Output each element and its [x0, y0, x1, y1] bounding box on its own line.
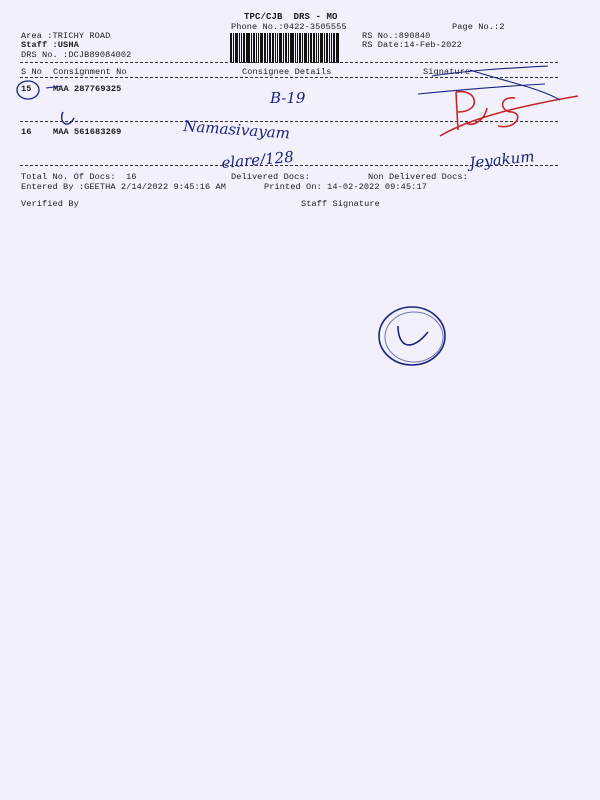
document-title: TPC/CJB DRS - MO — [244, 12, 338, 22]
row-16-consignment: MAA 561683269 — [53, 127, 122, 137]
circled-tick-mark — [379, 307, 445, 365]
area-field: Area :TRICHY ROAD — [21, 31, 111, 41]
total-docs: Total No. Of Docs: 16 — [21, 172, 137, 182]
row-15-consignment: MAA 287769325 — [53, 84, 122, 94]
handwritten-jeyakum: Jeyakum — [468, 147, 536, 172]
drs-number: DRS No. :DCJB89084002 — [21, 50, 132, 60]
phone-number: Phone No.:0422-3505555 — [231, 22, 347, 32]
handwritten-b19: B-19 — [270, 89, 306, 107]
staff-field: Staff :USHA — [21, 40, 79, 50]
rs-date: RS Date:14-Feb-2022 — [362, 40, 462, 50]
column-header-consignment: Consignment No — [53, 67, 127, 77]
column-header-signature: Signature — [423, 67, 471, 77]
rs-number: RS No.:890840 — [362, 31, 431, 41]
handwritten-address: elare/128 — [220, 147, 295, 172]
page-number: Page No.:2 — [452, 22, 505, 32]
signature-blue-scribble — [418, 66, 560, 100]
circled-tick-inner — [398, 326, 428, 345]
staff-signature-label: Staff Signature — [301, 199, 380, 209]
column-header-sno: S No — [21, 67, 43, 77]
non-delivered-docs: Non Delivered Docs: — [368, 172, 468, 182]
column-header-consignee: Consignee Details — [242, 67, 332, 77]
handwritten-name: Namasivayam — [182, 117, 291, 143]
printed-on: Printed On: 14-02-2022 09:45:17 — [264, 182, 427, 192]
entered-by: Entered By :GEETHA 2/14/2022 9:45:16 AM — [21, 182, 227, 192]
row-15-strike-mark — [46, 86, 62, 88]
row-15-circle-mark — [17, 81, 39, 99]
row-15-sno: 15 — [21, 84, 32, 94]
row-16-sno: 16 — [21, 127, 32, 137]
row-tick-mark — [62, 112, 74, 124]
verified-by: Verified By — [21, 199, 79, 209]
delivered-docs: Delivered Docs: — [231, 172, 310, 182]
